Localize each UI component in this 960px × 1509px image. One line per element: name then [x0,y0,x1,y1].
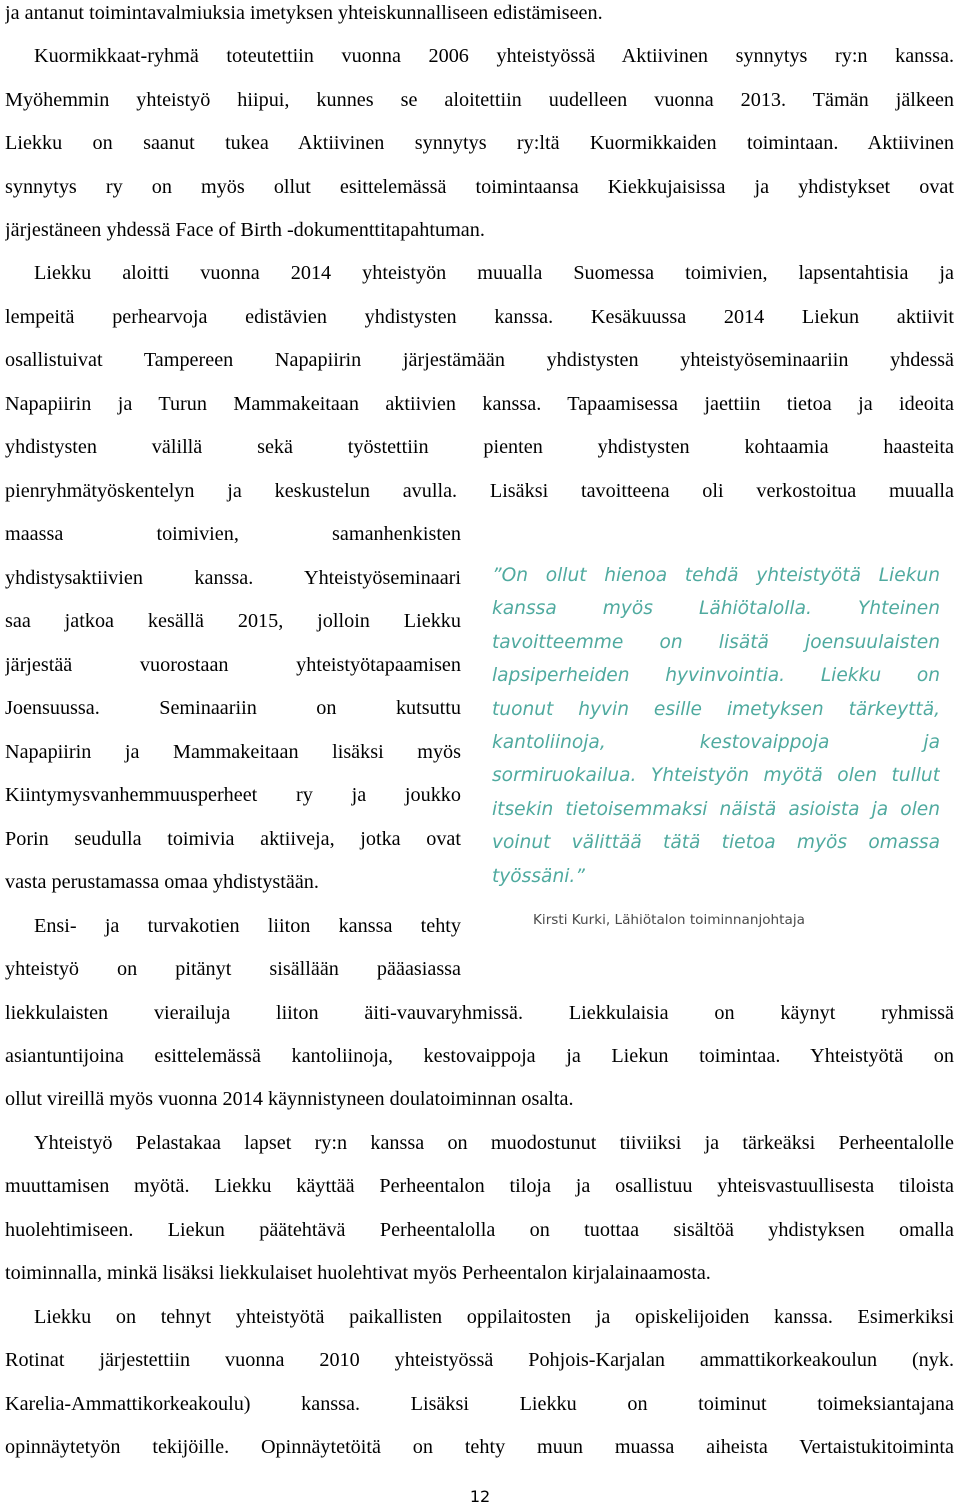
body-line: Liekku on saanut tukea Aktiivinen synnytys ry:ltä Kuormikkaiden toimintaan. Aktiivinen [5,132,954,154]
body-line: yhdistysten välillä sekä työstettiin pienten yhdistysten kohtaamia haasteita [5,436,954,458]
page-number: 12 [469,1487,491,1506]
pull-quote [492,559,940,893]
body-line: ja antanut toimintavalmiuksia imetyksen yhteiskunnalliseen edistämiseen. [5,2,603,24]
body-line: järjestäneen yhdessä Face of Birth -dokumenttitapahtuman. [5,219,485,241]
body-line: Rotinat järjestettiin vuonna 2010 yhteistyössä Pohjois-Karjalan ammattikorkeakoulun (nyk. [5,1349,954,1371]
body-line: järjestää vuorostaan yhteistyötapaamisen [5,654,461,676]
body-line: Karelia-Ammattikorkeakoulu) kanssa. Lisäksi Liekku on toiminut toimeksiantajana [5,1393,954,1415]
body-line: Myöhemmin yhteistyö hiipui, kunnes se aloitettiin uudelleen vuonna 2013. Tämän jälkeen [5,89,954,111]
body-line: synnytys ry on myös ollut esittelemässä toimintaansa Kiekkujaisissa ja yhdistykset ovat [5,176,954,198]
quote-line: voinut välittää tätä tietoa myös omassa [492,832,940,854]
body-line: Napapiirin ja Turun Mammakeitaan aktiivien kanssa. Tapaamisessa jaettiin tietoa ja ideoita [5,393,954,415]
body-line: toiminnalla, minkä lisäksi liekkulaiset huolehtivat myös Perheentalon kirjalainaamosta. [5,1262,711,1284]
quote-line: ”On ollut hienoa tehdä yhteistyötä Liekun [492,565,940,586]
body-line: vasta perustamassa omaa yhdistystään. [5,871,319,893]
quote-attribution: Kirsti Kurki, Lähiötalon toiminnanjohtaja [533,912,805,928]
quote-line: itsekin tietoisemmaksi näistä asioista ja olen [492,798,940,820]
body-line: liekkulaisten vierailuja liiton äiti-vauvaryhmissä. Liekkulaisia on käynyt ryhmissä [5,1002,954,1024]
body-line: osallistuivat Tampereen Napapiirin järjestämään yhdistysten yhteistyöseminaariin yhdessä [5,349,954,371]
quote-line: lapsiperheiden hyvinvointia. Liekku on [492,665,940,687]
body-line: huolehtimiseen. Liekun päätehtävä Perheentalolla on tuottaa sisältöä yhdistyksen omalla [5,1219,954,1241]
body-line: Porin seudulla toimivia aktiiveja, jotka ovat [5,828,461,850]
body-line: maassa toimivien, samanhenkisten [5,523,461,545]
quote-line: tuonut hyvin esille imetyksen tärkeyttä, [492,698,940,720]
body-line: Yhteistyö Pelastakaa lapset ry:n kanssa on muodostunut tiiviiksi ja tärkeäksi Perheentalolle [34,1132,954,1154]
body-line: muuttamisen myötä. Liekku käyttää Perheentalon tiloja ja osallistuu yhteisvastuullisesta tiloista [5,1175,954,1197]
body-line: Ensi- ja turvakotien liiton kanssa tehty [34,915,461,937]
body-line: yhteistyö on pitänyt sisällään pääasiassa [5,958,461,980]
quote-line: kantoliinoja, kestovaippoja ja [492,731,940,753]
body-line: Kuormikkaat-ryhmä toteutettiin vuonna 2006 yhteistyössä Aktiivinen synnytys ry:n kanssa. [34,45,954,67]
body-line: saa jatkoa kesällä 2015, jolloin Liekku [5,610,461,632]
body-line: lempeitä perhearvoja edistävien yhdistysten kanssa. Kesäkuussa 2014 Liekun aktiivit [5,306,954,328]
body-line: Liekku on tehnyt yhteistyötä paikallisten oppilaitosten ja opiskelijoiden kanssa. Esimerkiksi [34,1306,954,1328]
body-line: Kiintymysvanhemmuusperheet ry ja joukko [5,784,461,806]
body-line: Joensuussa. Seminaariin on kutsuttu [5,697,461,719]
body-line: ollut vireillä myös vuonna 2014 käynnistyneen doulatoiminnan osalta. [5,1088,574,1110]
body-line: pienryhmätyöskentelyn ja keskustelun avulla. Lisäksi tavoitteena oli verkostoitua muualla [5,480,954,502]
body-line: asiantuntijoina esittelemässä kantoliinoja, kestovaippoja ja Liekun toimintaa. Yhteistyötä on [5,1045,954,1067]
quote-line: tavoitteemme on lisätä joensuulaisten [492,631,940,653]
quote-line: sormiruokailua. Yhteistyön myötä olen tullut [492,765,940,787]
body-line: Napapiirin ja Mammakeitaan lisäksi myös [5,741,461,763]
body-line: Liekku aloitti vuonna 2014 yhteistyön muualla Suomessa toimivien, lapsentahtisia ja [34,262,954,284]
quote-line: työssäni.” [492,865,585,887]
body-line: yhdistysaktiivien kanssa. Yhteistyöseminaari [5,567,461,589]
quote-line: kanssa myös Lähiötalolla. Yhteinen [492,598,940,620]
body-line: opinnäytetyön tekijöille. Opinnäytetöitä on tehty muun muassa aiheista Vertaistukitoiminta [5,1436,954,1458]
